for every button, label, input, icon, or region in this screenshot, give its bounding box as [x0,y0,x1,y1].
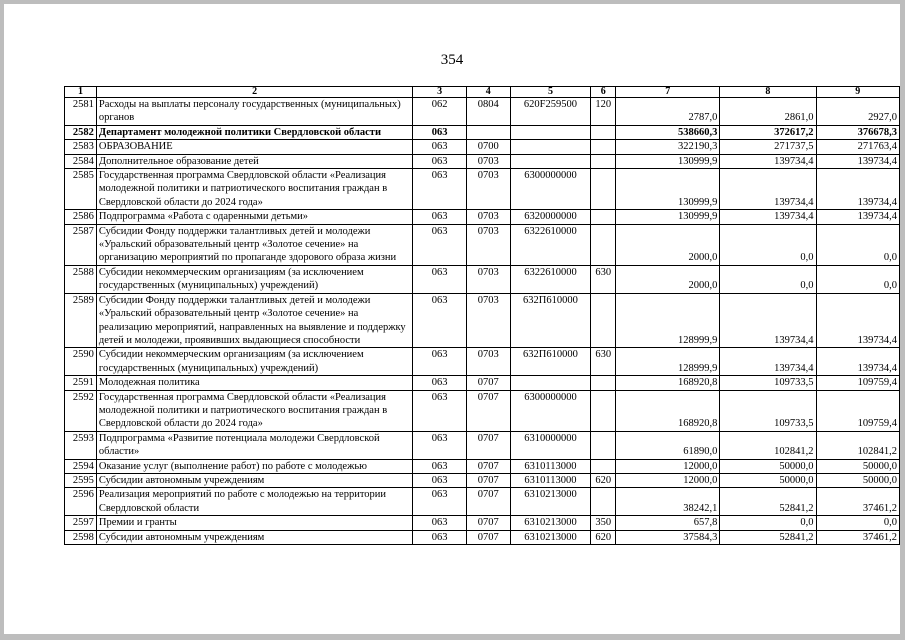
amount-cell: 52841,2 [720,488,816,516]
row-name-cell: Премии и гранты [96,516,413,530]
row-name-cell: Субсидии некоммерческим организациям (за исключением государственных (муниципальных) учреждений) [96,348,413,376]
admin-code-cell: 063 [413,473,467,487]
target-article-cell: 6310213000 [510,488,591,516]
header-cell: 5 [510,87,591,98]
amount-cell: 376678,3 [816,125,899,139]
amount-cell: 139734,4 [816,348,899,376]
expense-type-cell [591,488,616,516]
amount-cell: 37584,3 [616,530,720,544]
amount-cell: 0,0 [720,224,816,265]
section-code-cell [466,125,510,139]
admin-code-cell: 063 [413,376,467,390]
admin-code-cell: 063 [413,210,467,224]
table-row [65,169,900,210]
section-code-cell: 0707 [466,459,510,473]
target-article-cell: 6310213000 [510,530,591,544]
amount-cell: 139734,4 [720,210,816,224]
section-code-cell: 0707 [466,488,510,516]
table-row [65,530,900,544]
target-article-cell: 6322610000 [510,224,591,265]
table-row [65,488,900,516]
row-number-cell: 2581 [65,98,97,126]
table-row [65,473,900,487]
section-code-cell: 0703 [466,348,510,376]
section-code-cell: 0703 [466,224,510,265]
admin-code-cell: 063 [413,265,467,293]
row-name-cell: Департамент молодежной политики Свердловской области [96,125,413,139]
table-row [65,516,900,530]
admin-code-cell: 063 [413,488,467,516]
admin-code-cell: 063 [413,154,467,168]
expense-type-cell [591,224,616,265]
row-name-cell: Субсидии Фонду поддержки талантливых детей и молодежи «Уральский образовательный центр «Золотое сечение» на реализацию мероприятий, направленных на выявление и поддержку детей и молодежи, проявивших выдающиеся способности [96,293,413,348]
amount-cell: 130999,9 [616,169,720,210]
target-article-cell: 6320000000 [510,210,591,224]
amount-cell: 109733,5 [720,390,816,431]
header-cell: 4 [466,87,510,98]
row-number-cell: 2587 [65,224,97,265]
amount-cell: 139734,4 [816,154,899,168]
document-page [4,4,900,634]
section-code-cell: 0707 [466,376,510,390]
amount-cell: 50000,0 [816,473,899,487]
amount-cell: 139734,4 [720,169,816,210]
section-code-cell: 0707 [466,530,510,544]
admin-code-cell: 063 [413,169,467,210]
amount-cell: 50000,0 [720,459,816,473]
amount-cell: 538660,3 [616,125,720,139]
amount-cell: 128999,9 [616,293,720,348]
amount-cell: 52841,2 [720,530,816,544]
row-number-cell: 2584 [65,154,97,168]
row-name-cell: Подпрограмма «Развитие потенциала молодежи Свердловской области» [96,431,413,459]
amount-cell: 139734,4 [816,169,899,210]
section-code-cell: 0703 [466,169,510,210]
amount-cell: 38242,1 [616,488,720,516]
row-number-cell: 2594 [65,459,97,473]
row-number-cell: 2593 [65,431,97,459]
section-code-cell: 0703 [466,210,510,224]
admin-code-cell: 063 [413,125,467,139]
expense-type-cell [591,154,616,168]
amount-cell: 50000,0 [720,473,816,487]
admin-code-cell: 063 [413,530,467,544]
row-number-cell: 2590 [65,348,97,376]
amount-cell: 2787,0 [616,98,720,126]
row-name-cell: Оказание услуг (выполнение работ) по работе с молодежью [96,459,413,473]
header-cell: 9 [816,87,899,98]
row-number-cell: 2583 [65,140,97,154]
target-article-cell [510,376,591,390]
header-cell: 2 [96,87,413,98]
row-name-cell: Дополнительное образование детей [96,154,413,168]
budget-table [64,86,900,545]
amount-cell: 0,0 [720,265,816,293]
amount-cell: 128999,9 [616,348,720,376]
amount-cell: 139734,4 [720,348,816,376]
target-article-cell: 6300000000 [510,390,591,431]
amount-cell: 2861,0 [720,98,816,126]
section-code-cell: 0707 [466,516,510,530]
section-code-cell: 0707 [466,473,510,487]
amount-cell: 168920,8 [616,376,720,390]
row-number-cell: 2589 [65,293,97,348]
target-article-cell: 632П610000 [510,348,591,376]
target-article-cell: 6310113000 [510,473,591,487]
amount-cell: 12000,0 [616,473,720,487]
expense-type-cell [591,459,616,473]
row-name-cell: Реализация мероприятий по работе с молодежью на территории Свердловской области [96,488,413,516]
table-row [65,224,900,265]
amount-cell: 109759,4 [816,390,899,431]
row-number-cell: 2597 [65,516,97,530]
expense-type-cell [591,169,616,210]
amount-cell: 2927,0 [816,98,899,126]
admin-code-cell: 063 [413,431,467,459]
row-number-cell: 2585 [65,169,97,210]
amount-cell: 2000,0 [616,224,720,265]
table-row [65,431,900,459]
amount-cell: 61890,0 [616,431,720,459]
section-code-cell: 0703 [466,293,510,348]
header-cell: 8 [720,87,816,98]
admin-code-cell: 063 [413,516,467,530]
admin-code-cell: 062 [413,98,467,126]
row-name-cell: ОБРАЗОВАНИЕ [96,140,413,154]
amount-cell: 109733,5 [720,376,816,390]
header-cell: 1 [65,87,97,98]
admin-code-cell: 063 [413,459,467,473]
admin-code-cell: 063 [413,140,467,154]
row-name-cell: Государственная программа Свердловской области «Реализация молодежной политики и патриотического воспитания граждан в Свердловской области до 2024 года» [96,390,413,431]
expense-type-cell [591,210,616,224]
expense-type-cell [591,376,616,390]
table-row [65,390,900,431]
table-row [65,293,900,348]
row-number-cell: 2586 [65,210,97,224]
row-number-cell: 2596 [65,488,97,516]
row-name-cell: Субсидии автономным учреждениям [96,530,413,544]
table-row [65,154,900,168]
expense-type-cell [591,293,616,348]
amount-cell: 102841,2 [720,431,816,459]
row-name-cell: Субсидии автономным учреждениям [96,473,413,487]
admin-code-cell: 063 [413,390,467,431]
amount-cell: 139734,4 [720,293,816,348]
row-name-cell: Субсидии Фонду поддержки талантливых детей и молодежи «Уральский образовательный центр «Золотое сечение» на организацию мероприятий по пропаганде здорового образа жизни [96,224,413,265]
row-number-cell: 2582 [65,125,97,139]
amount-cell: 139734,4 [720,154,816,168]
amount-cell: 50000,0 [816,459,899,473]
expense-type-cell: 620 [591,473,616,487]
expense-type-cell [591,390,616,431]
amount-cell: 2000,0 [616,265,720,293]
target-article-cell: 632П610000 [510,293,591,348]
amount-cell: 139734,4 [816,210,899,224]
header-cell: 7 [616,87,720,98]
section-code-cell: 0707 [466,431,510,459]
page-number: 354 [440,52,464,68]
admin-code-cell: 063 [413,224,467,265]
amount-cell: 130999,9 [616,154,720,168]
target-article-cell: 6300000000 [510,169,591,210]
amount-cell: 0,0 [720,516,816,530]
table-row [65,265,900,293]
row-number-cell: 2588 [65,265,97,293]
amount-cell: 0,0 [816,516,899,530]
expense-type-cell [591,140,616,154]
amount-cell: 109759,4 [816,376,899,390]
row-number-cell: 2592 [65,390,97,431]
amount-cell: 271763,4 [816,140,899,154]
expense-type-cell [591,125,616,139]
section-code-cell: 0804 [466,98,510,126]
row-number-cell: 2591 [65,376,97,390]
section-code-cell: 0707 [466,390,510,431]
amount-cell: 168920,8 [616,390,720,431]
expense-type-cell [591,431,616,459]
amount-cell: 12000,0 [616,459,720,473]
table-row [65,140,900,154]
table-row [65,459,900,473]
target-article-cell: 6310000000 [510,431,591,459]
amount-cell: 0,0 [816,224,899,265]
amount-cell: 271737,5 [720,140,816,154]
amount-cell: 657,8 [616,516,720,530]
amount-cell: 0,0 [816,265,899,293]
table-row [65,98,900,126]
target-article-cell [510,140,591,154]
target-article-cell [510,125,591,139]
table-row [65,348,900,376]
expense-type-cell: 120 [591,98,616,126]
table-header-row [65,87,900,98]
row-name-cell: Молодежная политика [96,376,413,390]
section-code-cell: 0700 [466,140,510,154]
header-cell: 3 [413,87,467,98]
target-article-cell [510,154,591,168]
target-article-cell: 6322610000 [510,265,591,293]
admin-code-cell: 063 [413,293,467,348]
amount-cell: 37461,2 [816,530,899,544]
row-name-cell: Расходы на выплаты персоналу государственных (муниципальных) органов [96,98,413,126]
amount-cell: 372617,2 [720,125,816,139]
amount-cell: 102841,2 [816,431,899,459]
amount-cell: 322190,3 [616,140,720,154]
table-row [65,210,900,224]
expense-type-cell: 630 [591,348,616,376]
amount-cell: 139734,4 [816,293,899,348]
header-cell: 6 [591,87,616,98]
row-number-cell: 2598 [65,530,97,544]
row-name-cell: Субсидии некоммерческим организациям (за исключением государственных (муниципальных) учреждений) [96,265,413,293]
expense-type-cell: 630 [591,265,616,293]
target-article-cell: 6310213000 [510,516,591,530]
admin-code-cell: 063 [413,348,467,376]
amount-cell: 130999,9 [616,210,720,224]
section-code-cell: 0703 [466,154,510,168]
section-code-cell: 0703 [466,265,510,293]
amount-cell: 37461,2 [816,488,899,516]
row-name-cell: Государственная программа Свердловской области «Реализация молодежной политики и патриотического воспитания граждан в Свердловской области до 2024 года» [96,169,413,210]
target-article-cell: 620F259500 [510,98,591,126]
expense-type-cell: 350 [591,516,616,530]
table-row [65,376,900,390]
row-number-cell: 2595 [65,473,97,487]
table-row [65,125,900,139]
expense-type-cell: 620 [591,530,616,544]
target-article-cell: 6310113000 [510,459,591,473]
row-name-cell: Подпрограмма «Работа с одаренными детьми» [96,210,413,224]
